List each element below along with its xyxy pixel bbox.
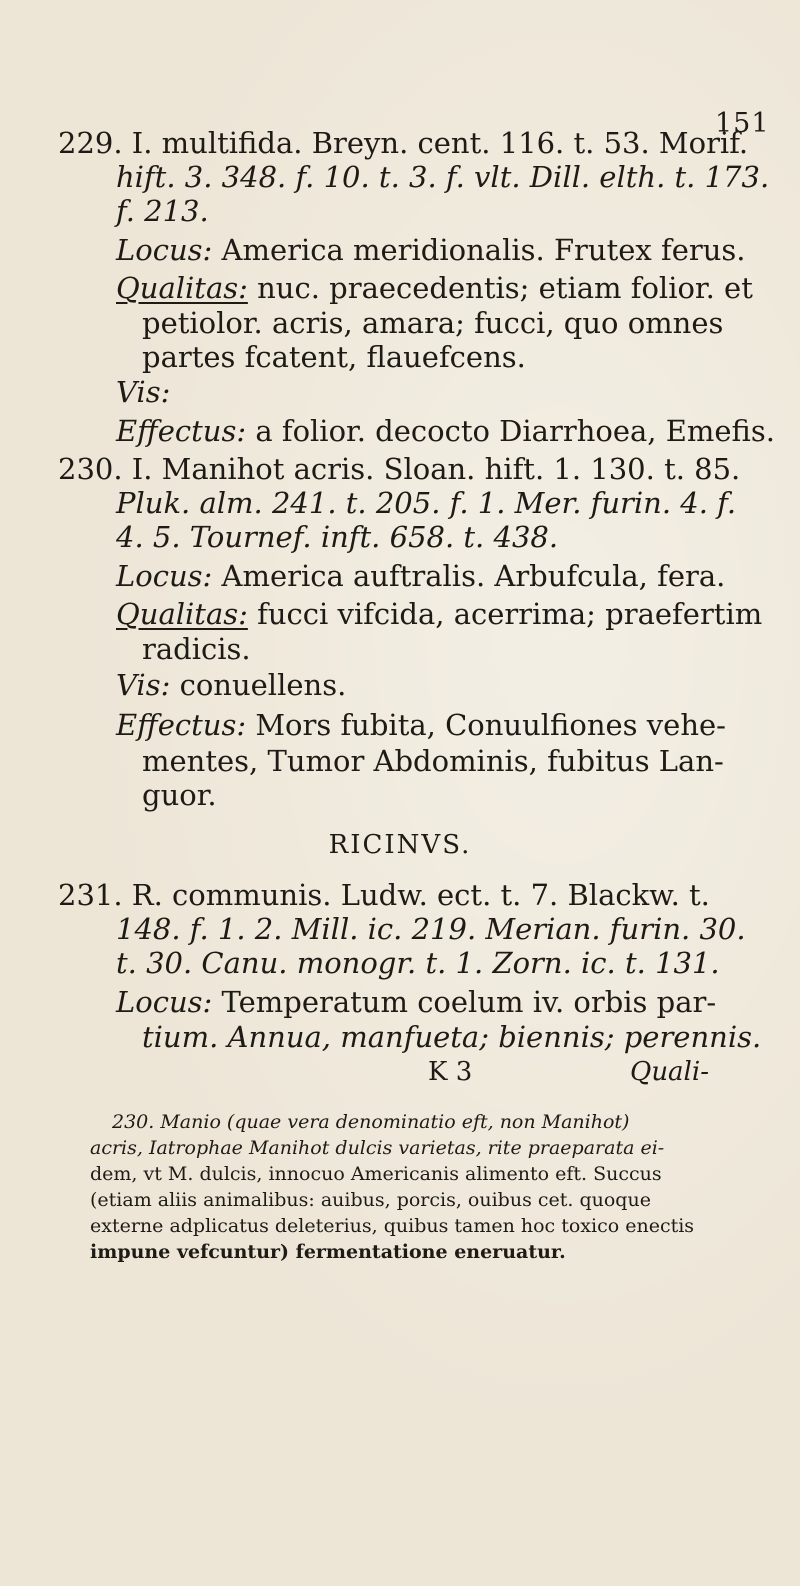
footnote-line-2: acris, Iatrophae Manihot dulcis varietas, rite praeparata ei-	[90, 1137, 665, 1159]
qualitas-text: fucci vifcida, acerrima; praefertim	[247, 597, 763, 631]
entry-231-line-2: 148. f. 1. 2. Mill. ic. 219. Merian. furin. 30.	[116, 912, 746, 946]
effectus-label: Effectus:	[116, 414, 247, 448]
entry-229-locus	[116, 233, 746, 267]
effectus-label: Effectus:	[116, 708, 247, 742]
qualitas-label: Qualitas:	[116, 597, 248, 631]
entry-230-qualitas	[116, 597, 762, 631]
catchword: Quali-	[630, 1057, 709, 1087]
section-heading-ricinus: RICINVS.	[328, 830, 472, 860]
entry-230-locus	[116, 559, 725, 593]
footnote-line-5: externe adplicatus deleterius, quibus tamen hoc toxico enectis	[90, 1215, 695, 1237]
entry-230-effectus-line-2: mentes, Tumor Abdominis, fubitus Lan-	[142, 744, 724, 778]
footnote-line-4: (etiam aliis animalibus: auibus, porcis, ouibus cet. quoque	[90, 1189, 651, 1211]
locus-text: America auftralis. Arbufcula, fera.	[212, 559, 726, 593]
locus-label: Locus:	[116, 985, 213, 1019]
entry-230-line-2: Pluk. alm. 241. t. 205. f. 1. Mer. furin. 4. f.	[116, 486, 737, 520]
entry-230-effectus	[116, 708, 726, 742]
effectus-text: a folior. decocto Diarrhoea, Emefis.	[246, 414, 775, 448]
entry-229-qualitas-line-2: petiolor. acris, amara; fucci, quo omnes	[142, 306, 724, 340]
signature-mark: K 3	[428, 1057, 473, 1087]
entry-230-line-1: 230. I. Manihot acris. Sloan. hift. 1. 130. t. 85.	[58, 452, 741, 486]
entry-229-qualitas	[116, 271, 753, 305]
locus-text: Temperatum coelum iv. orbis par-	[212, 985, 717, 1019]
entry-231-line-3: t. 30. Canu. monogr. t. 1. Zorn. ic. t. 131.	[116, 946, 720, 980]
entry-230-effectus-line-3: guor.	[142, 778, 217, 812]
entry-230-line-3: 4. 5. Tournef. inft. 658. t. 438.	[116, 520, 559, 554]
page-number: 151	[715, 108, 770, 139]
entry-229-vis: Vis:	[116, 375, 171, 409]
vis-label: Vis:	[116, 668, 171, 702]
entry-229-line-1: 229. I. multifida. Breyn. cent. 116. t. 53. Morif.	[58, 126, 749, 160]
vis-text: conuellens.	[170, 668, 347, 702]
footnote-line-6: impune vefcuntur) fermentatione eneruatur.	[90, 1241, 566, 1263]
entry-229-qualitas-line-3: partes fcatent, flauefcens.	[142, 340, 526, 374]
locus-text: America meridionalis. Frutex ferus.	[212, 233, 746, 267]
entry-231-locus-line-2: tium. Annua, manfueta; biennis; perennis.	[142, 1020, 762, 1054]
entry-229-line-2: hift. 3. 348. f. 10. t. 3. f. vlt. Dill. elth. t. 173.	[116, 160, 770, 194]
entry-229-effectus	[116, 414, 775, 448]
footnote-line-1: 230. Manio (quae vera denominatio eft, non Manihot)	[112, 1111, 630, 1133]
entry-231-locus	[116, 985, 716, 1019]
entry-230-vis	[116, 668, 346, 702]
entry-229-line-3: f. 213.	[116, 194, 209, 228]
effectus-text: Mors fubita, Conuulfiones vehe-	[246, 708, 726, 742]
qualitas-label: Qualitas:	[116, 271, 248, 305]
locus-label: Locus:	[116, 233, 213, 267]
entry-231-line-1: 231. R. communis. Ludw. ect. t. 7. Blackw. t.	[58, 878, 710, 912]
footnote-line-3: dem, vt M. dulcis, innocuo Americanis alimento eft. Succus	[90, 1163, 662, 1185]
entry-230-qualitas-line-2: radicis.	[142, 632, 251, 666]
qualitas-text: nuc. praecedentis; etiam folior. et	[247, 271, 753, 305]
locus-label: Locus:	[116, 559, 213, 593]
